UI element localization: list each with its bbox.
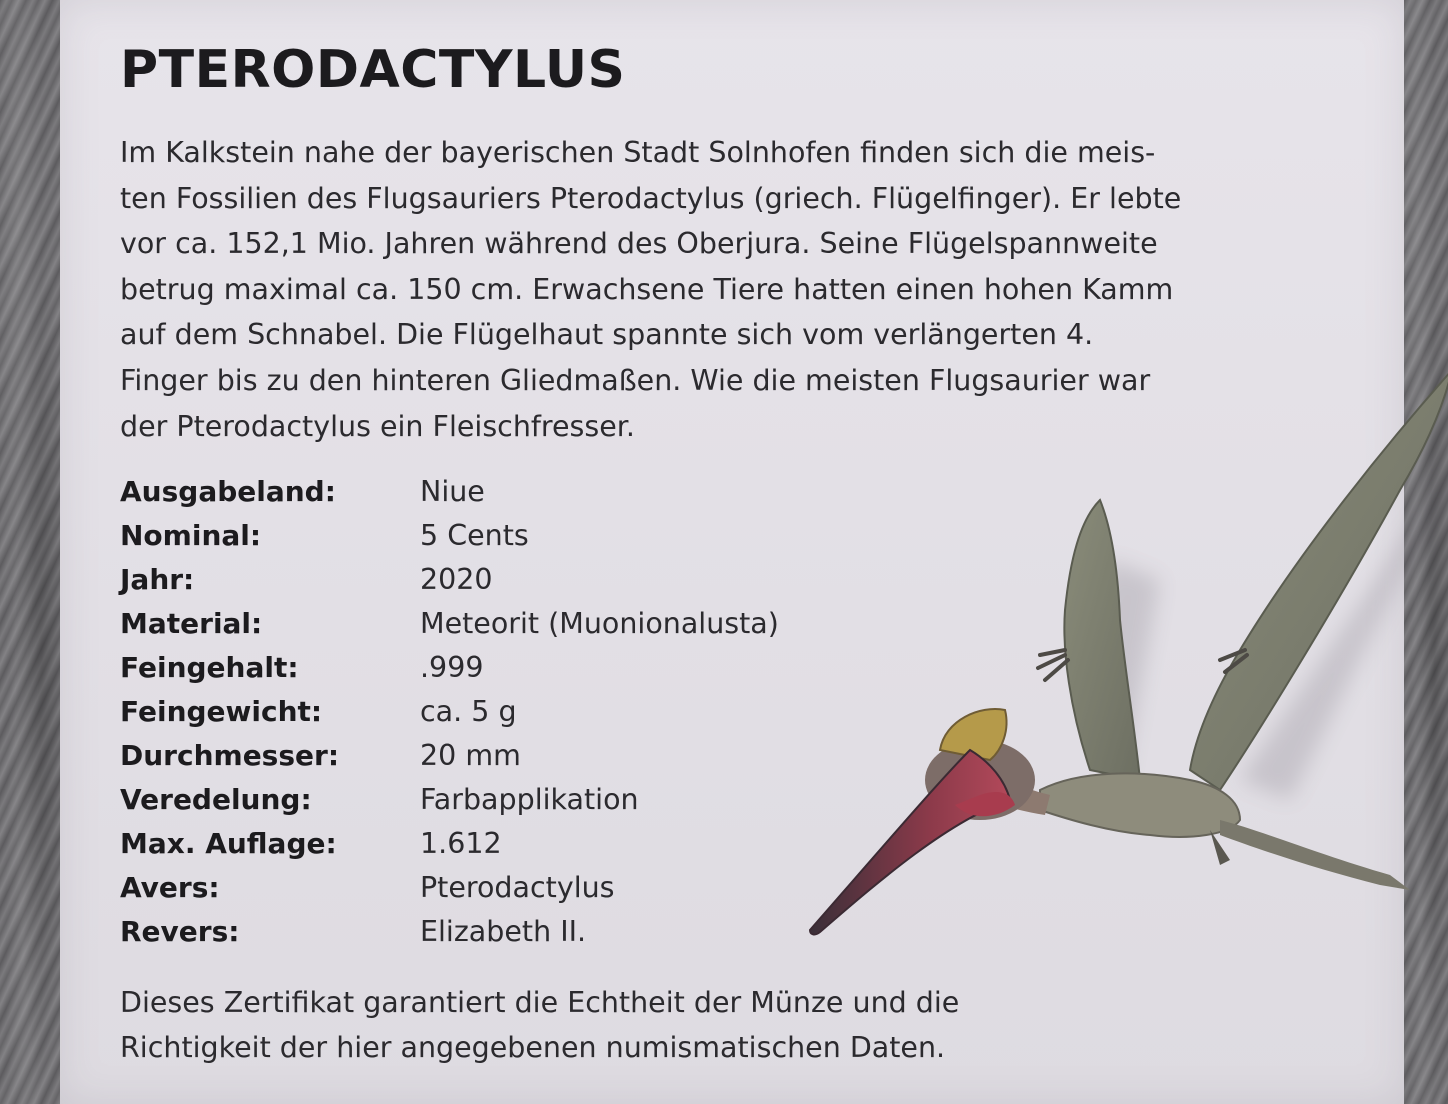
spec-value: Niue [420,475,485,508]
spec-row-feingewicht [120,690,779,734]
spec-label: Max. Auflage: [120,827,337,860]
spec-label: Avers: [120,871,220,904]
intro-line: Im Kalkstein nahe der bayerischen Stadt Solnhofen finden sich die meis- [120,136,1156,169]
spec-value: 1.612 [420,827,502,860]
spec-row-material [120,602,779,646]
certificate-statement [120,980,959,1070]
certificate-card [60,0,1404,1104]
spec-row-feingehalt [120,646,779,690]
spec-value: 5 Cents [420,519,529,552]
spec-value: Pterodactylus [420,871,615,904]
intro-line: auf dem Schnabel. Die Flügelhaut spannte sich vom verlängerten 4. [120,318,1094,352]
intro-line: der Pterodactylus ein Fleischfresser. [120,409,635,443]
spec-row-veredelung [120,778,779,822]
stone-background-left [0,0,60,1104]
spec-row-ausgabeland [120,470,779,514]
spec-label: Feingehalt: [120,651,299,684]
spec-row-revers [120,910,779,954]
spec-label: Ausgabeland: [120,475,336,508]
spec-row-jahr [120,558,779,602]
spec-label: Material: [120,607,263,640]
spec-value: 20 mm [420,739,521,772]
spec-row-durchmesser [120,734,779,778]
footer-line: Richtigkeit der hier angegebenen numismatischen Daten. [120,1031,946,1064]
page-title: PTERODACTYLUS [120,40,626,100]
spec-label: Revers: [120,915,240,948]
spec-value: Meteorit (Muonionalusta) [420,607,779,640]
spec-value: ca. 5 g [420,695,517,728]
intro-line: vor ca. 152,1 Mio. Jahren während des Oberjura. Seine Flügelspannweite [120,227,1158,261]
spec-row-nominal [120,514,779,558]
spec-label: Veredelung: [120,783,312,816]
spec-label: Durchmesser: [120,739,340,772]
spec-label: Jahr: [120,563,195,596]
spec-value: Farbapplikation [420,783,639,816]
spec-row-auflage [120,822,779,866]
spec-row-avers [120,866,779,910]
spec-table [120,470,779,954]
spec-value: Elizabeth II. [420,915,587,948]
pterodactylus-illustration [740,350,1448,950]
spec-label: Feingewicht: [120,695,323,728]
intro-line: betrug maximal ca. 150 cm. Erwachsene Tiere hatten einen hohen Kamm [120,272,1174,306]
spec-label: Nominal: [120,519,262,552]
footer-line: Dieses Zertifikat garantiert die Echtheit der Münze und die [120,986,960,1019]
intro-line: Finger bis zu den hinteren Gliedmaßen. Wie die meisten Flugsaurier war [120,363,1151,397]
intro-line: ten Fossilien des Flugsauriers Pterodactylus (griech. Flügelfinger). Er lebte [120,181,1182,215]
spec-value: .999 [420,651,484,684]
spec-value: 2020 [420,563,493,596]
